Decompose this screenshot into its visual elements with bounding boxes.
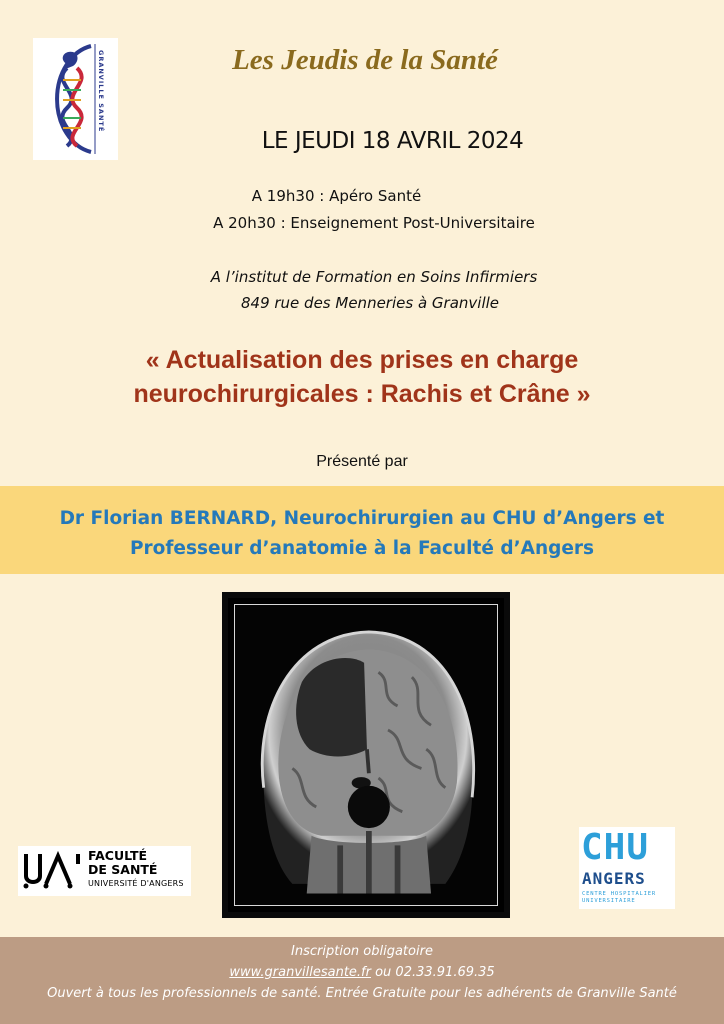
chu-subtitle: CENTRE HOSPITALIER UNIVERSITAIRE: [582, 891, 657, 904]
seahorse-dna-icon: [33, 38, 118, 160]
footer-phone: ou 02.33.91.69.35: [370, 965, 495, 980]
schedule-apero-text: A 19h30 : Apéro Santé: [251, 187, 422, 205]
schedule-epu-text: A 20h30 : Enseignement Post-Universitaire: [213, 214, 535, 232]
talk-title-line1: « Actualisation des prises en charge: [145, 346, 579, 374]
footer-audience: Ouvert à tous les professionnels de santé. Entrée Gratuite pour les adhérents de Granville Santé: [47, 986, 677, 1001]
ua-line2: DE SANTÉ: [88, 862, 158, 877]
universite-angers-logo: [18, 846, 191, 896]
speaker-line1: Dr Florian BERNARD, Neurochirurgien au CHU d’Angers et: [59, 508, 665, 529]
footer-registration: Inscription obligatoire: [291, 944, 433, 959]
talk-title: [30, 343, 694, 411]
ua-line1: FACULTÉ: [88, 848, 148, 863]
schedule-apero: [0, 187, 724, 205]
ua-university-name: UNIVERSITÉ D'ANGERS: [88, 879, 184, 888]
mri-scan-image: [222, 592, 510, 918]
event-date: LE JEUDI 18 AVRIL 2024: [261, 128, 524, 154]
chu-city: ANGERS: [582, 869, 646, 888]
speaker-info: [0, 504, 724, 564]
venue-name: A l’institut de Formation en Soins Infirmiers: [210, 268, 538, 286]
venue-address: 849 rue des Menneries à Granville: [240, 294, 500, 312]
ua-monogram-icon: [22, 850, 86, 890]
website-link[interactable]: www.granvillesante.fr: [229, 965, 371, 980]
footer-contact: [0, 965, 724, 980]
granville-sante-logo: [33, 38, 118, 160]
ua-faculty-name: [88, 849, 157, 877]
series-title: Les Jeudis de la Santé: [232, 44, 498, 76]
presented-by: Présenté par: [316, 453, 408, 470]
schedule-epu: [0, 214, 724, 232]
chu-angers-logo: [579, 827, 675, 909]
chu-name: CHU: [581, 827, 650, 868]
granville-logo-text: GRANVILLE SANTÉ: [97, 50, 105, 133]
brain-mri-icon: [235, 605, 497, 905]
speaker-line2: Professeur d’anatomie à la Faculté d’Angers: [129, 538, 595, 559]
talk-title-line2: neurochirurgicales : Rachis et Crâne »: [133, 380, 591, 408]
